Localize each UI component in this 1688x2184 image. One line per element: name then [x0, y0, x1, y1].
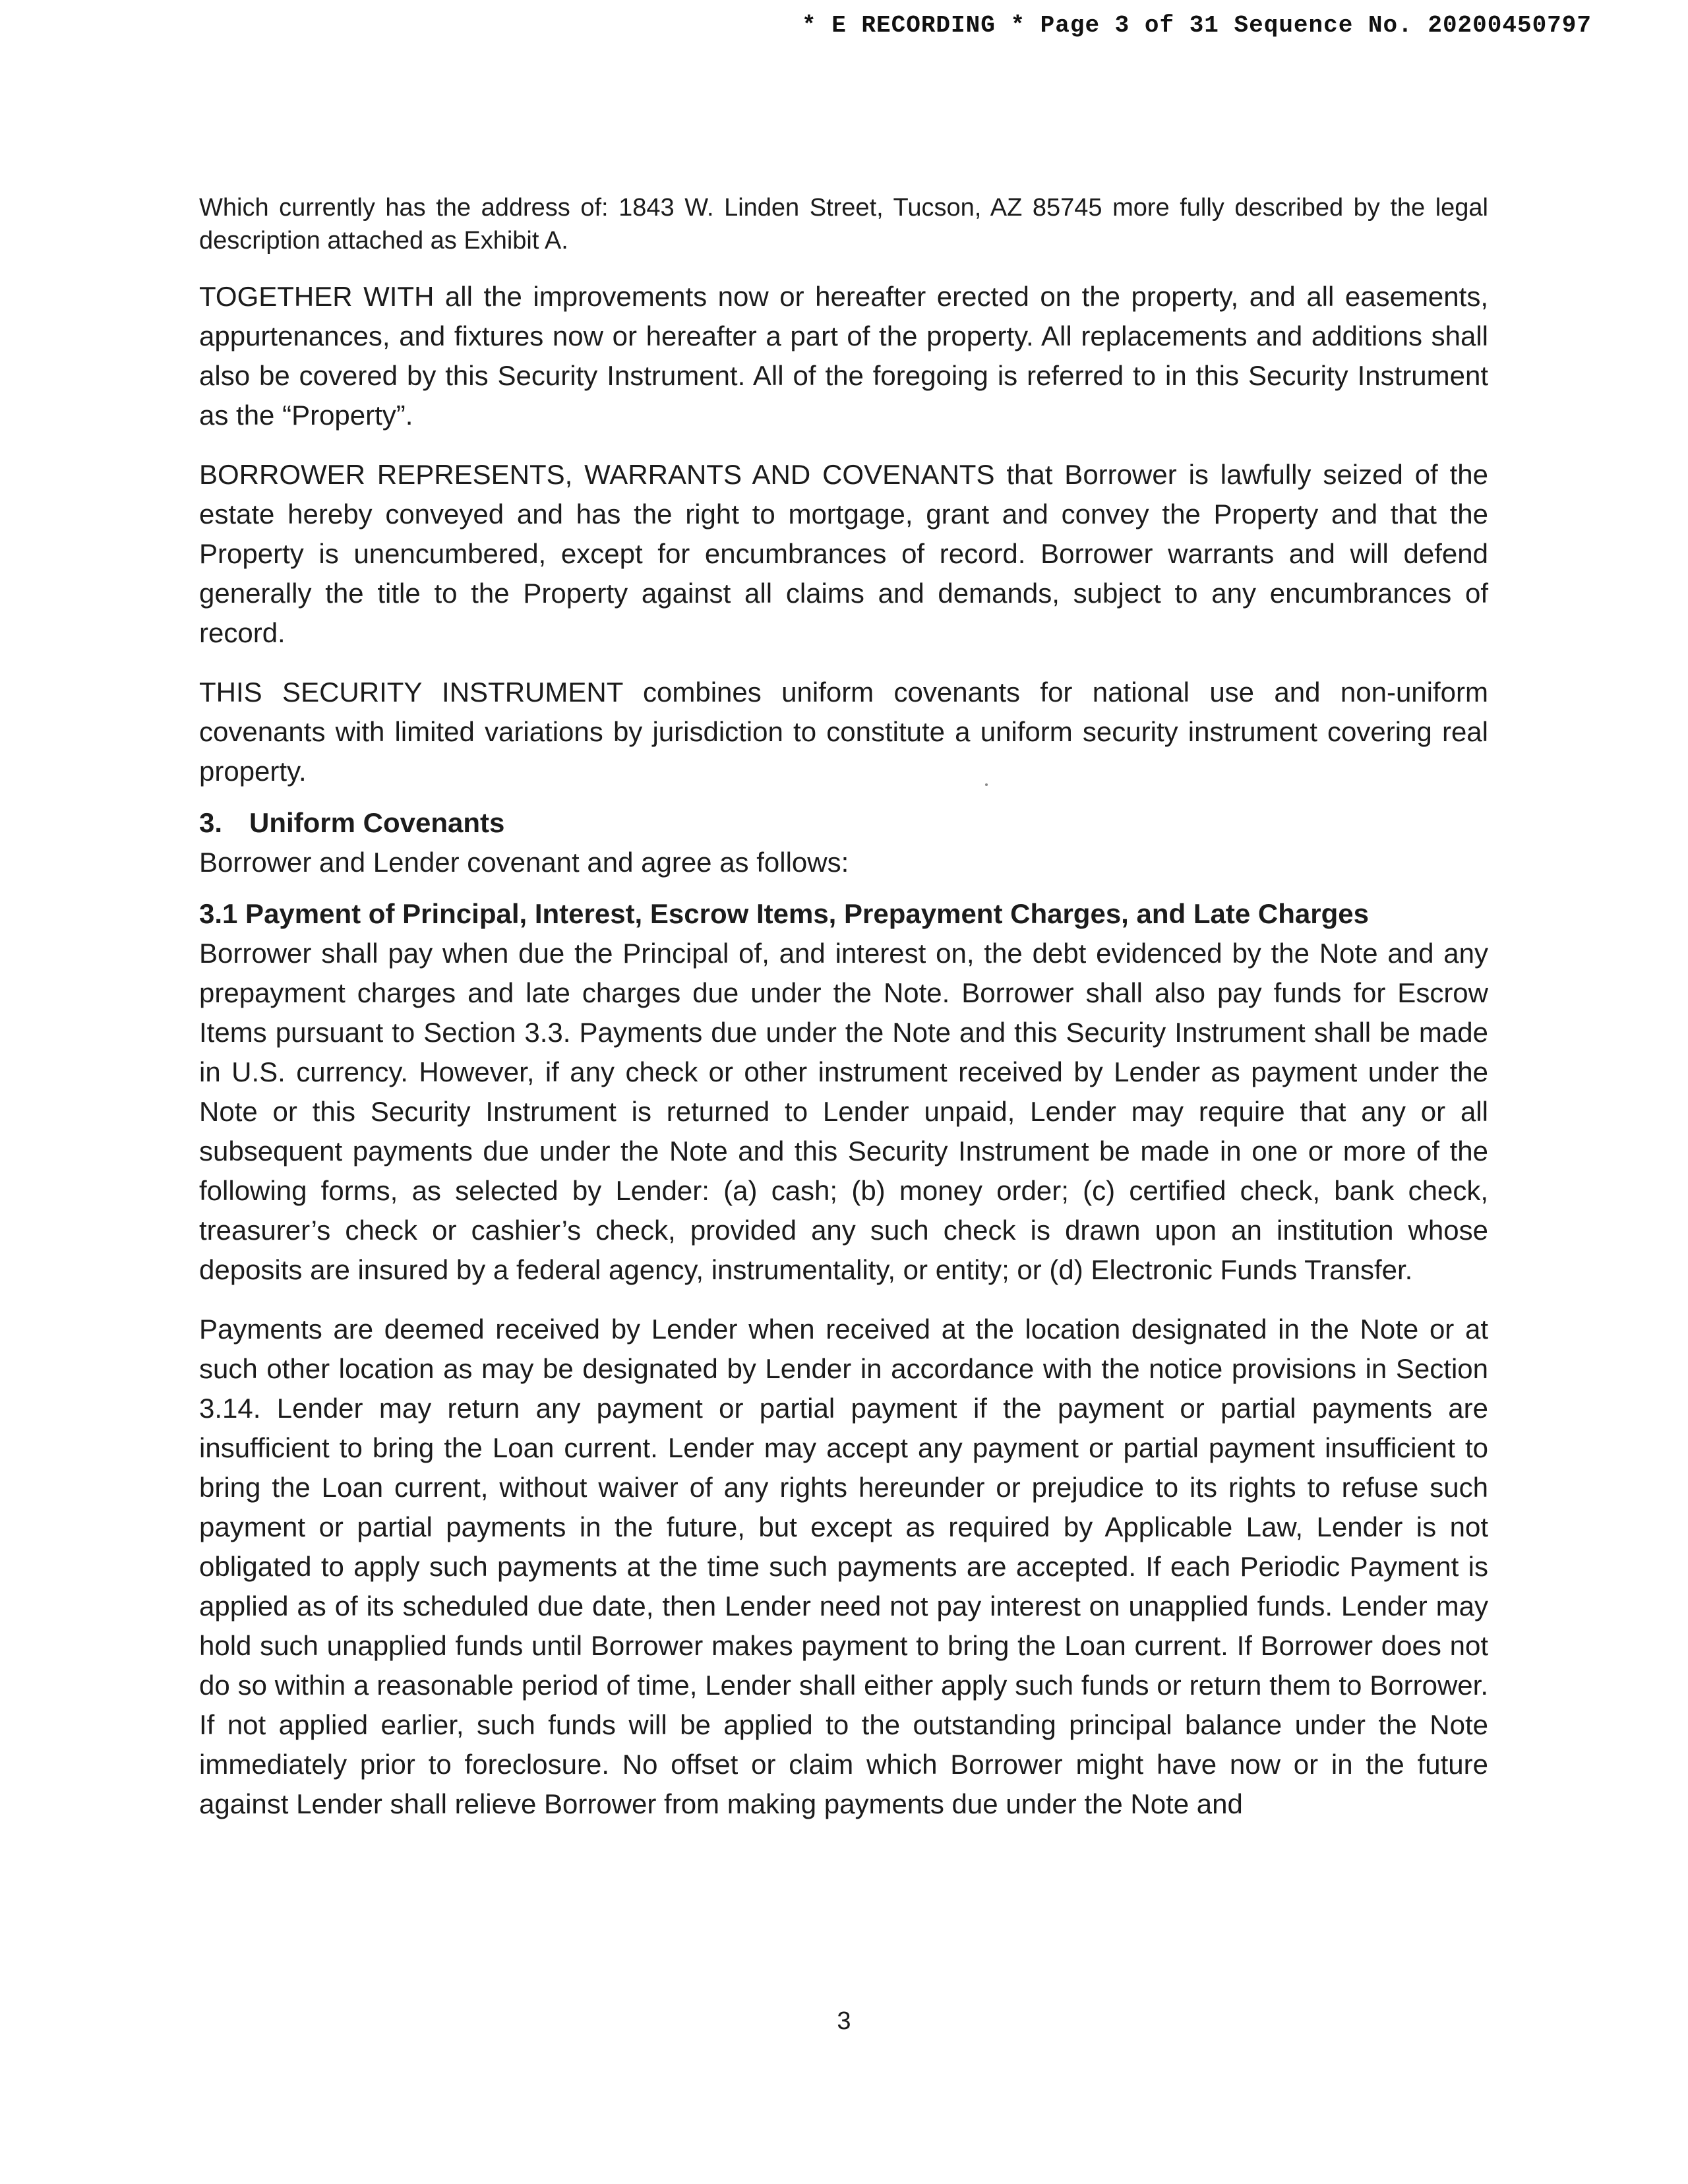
security-instrument-paragraph: THIS SECURITY INSTRUMENT combines uniform covenants for national use and non-uniform covenants with limited variations by jurisdiction to constitute a uniform security instrument covering real property. — [199, 677, 1488, 787]
section-3-intro: Borrower and Lender covenant and agree as follows: — [199, 847, 849, 878]
section-3-1-paragraph-2: Payments are deemed received by Lender when received at the location designated in the Note or at such other location as may be designated by Lender in accordance with the notice provisions in Section 3.14. Lender may return any payment or partial payment if the payment or partial payments are insufficient to bring the Loan current. Lender may accept any payment or partial payment insufficient to bring the Loan current, without waiver of any rights hereunder or prejudice to its rights to refuse such payment or partial payments in the future, but except as required by Applicable Law, Lender is not obligated to apply such payments at the time such payments are accepted. If each Periodic Payment is applied as of its scheduled due date, then Lender need not pay interest on unapplied funds. Lender may hold such unapplied funds until Borrower makes payment to bring the Loan current. If Borrower does not do so within a reasonable period of time, Lender shall either apply such funds or return them to Borrower. If not applied earlier, such funds will be applied to the outstanding principal balance under the Note immediately prior to foreclosure. No offset or claim which Borrower might have now or in the future against Lender shall relieve Borrower from making payments due under the Note and — [199, 1314, 1488, 1819]
address-paragraph: Which currently has the address of: 1843 W. Linden Street, Tucson, AZ 85745 more fully described by the legal description attached as Exhibit A. — [199, 194, 1488, 255]
recording-header: * E RECORDING * Page 3 of 31 Sequence No. 20200450797 — [802, 12, 1592, 39]
section-3-1-heading: 3.1 Payment of Principal, Interest, Escrow Items, Prepayment Charges, and Late Charges — [199, 898, 1369, 929]
borrower-represents-paragraph: BORROWER REPRESENTS, WARRANTS AND COVENANTS that Borrower is lawfully seized of the estate hereby conveyed and has the right to mortgage, grant and convey the Property and that the Property is unencumbered, except for encumbrances of record. Borrower warrants and will defend generally the title to the Property against all claims and demands, subject to any encumbrances of record. — [199, 459, 1488, 648]
page-number: 3 — [837, 2007, 851, 2035]
together-with-paragraph: TOGETHER WITH all the improvements now or hereafter erected on the property, and all easements, appurtenances, and fixtures now or hereafter a part of the property. All replacements and additions shall also be covered by this Security Instrument. All of the foregoing is referred to in this Security Instrument as the “Property”. — [199, 281, 1488, 431]
section-3-heading — [199, 803, 1488, 843]
document-body — [199, 191, 1488, 1824]
scan-speck — [985, 783, 988, 786]
section-3-1-paragraph-1: Borrower shall pay when due the Principal of, and interest on, the debt evidenced by the Note and any prepayment charges and late charges due under the Note. Borrower shall also pay funds for Escrow Items pursuant to Section 3.3. Payments due under the Note and this Security Instrument shall be made in U.S. currency. However, if any check or other instrument received by Lender as payment under the Note or this Security Instrument is returned to Lender unpaid, Lender may require that any or all subsequent payments due under the Note and this Security Instrument be made in one or more of the following forms, as selected by Lender: (a) cash; (b) money order; (c) certified check, bank check, treasurer’s check or cashier’s check, provided any such check is drawn upon an institution whose deposits are insured by a federal agency, instrumentality, or entity; or (d) Electronic Funds Transfer. — [199, 938, 1488, 1285]
section-3-title: Uniform Covenants — [249, 807, 505, 838]
section-3-number: 3. — [199, 807, 223, 838]
